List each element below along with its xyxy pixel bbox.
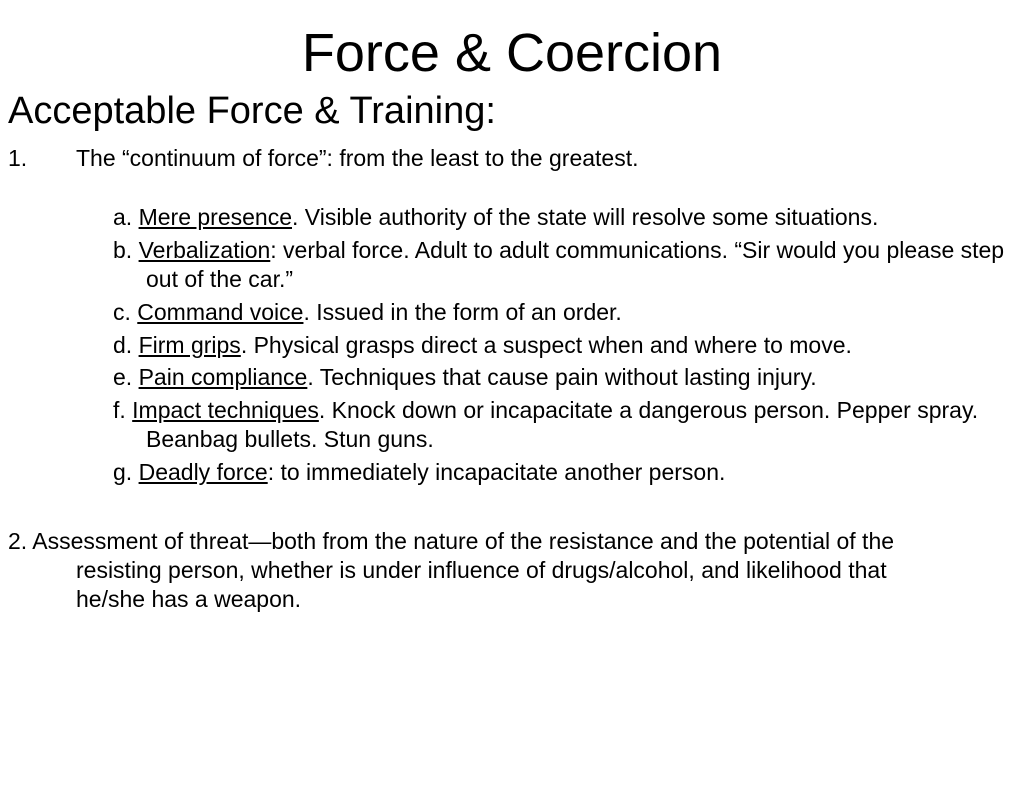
list-item-text: . Knock down or incapacitate a dangerous person. Pepper spray. Beanbag bullets. Stun guns. <box>146 397 979 453</box>
numbered-point-1 <box>0 144 1024 173</box>
slide <box>0 23 1024 794</box>
list-item-text: : to immediately incapacitate another person. <box>267 459 726 486</box>
numbered-point-2: 2. Assessment of threat—both from the nature of the resistance and the potential of the resisting person, whether is under influence of drugs/alcohol, and likelihood that he/she has a weapon. <box>8 528 895 613</box>
list-item-term: Impact techniques <box>132 397 319 424</box>
list-item-term: Verbalization <box>138 236 271 263</box>
point-1-number: 1. <box>8 144 28 171</box>
point-1-text: The “continuum of force”: from the least to the greatest. <box>76 144 639 171</box>
list-item-term: Firm grips <box>138 331 241 358</box>
list-item-marker: c. <box>113 298 131 325</box>
list-item-marker: b. <box>113 236 133 263</box>
sub-list <box>0 203 1024 488</box>
list-item <box>0 203 1024 232</box>
list-item-text: . Techniques that cause pain without lasting injury. <box>307 364 817 391</box>
list-item-marker: e. <box>113 364 133 391</box>
list-item-term: Pain compliance <box>138 364 308 391</box>
list-item-term: Mere presence <box>138 203 292 230</box>
list-item <box>0 298 1024 327</box>
list-item-text: . Visible authority of the state will resolve some situations. <box>292 203 879 230</box>
list-item-marker: a. <box>113 203 133 230</box>
list-item <box>0 363 1024 392</box>
list-item-text: . Issued in the form of an order. <box>303 298 622 325</box>
list-item-marker: g. <box>113 459 133 486</box>
list-item-term: Command voice <box>137 298 304 325</box>
list-item <box>0 396 1024 454</box>
list-item-text: . Physical grasps direct a suspect when and where to move. <box>240 331 852 358</box>
list-item-text: : verbal force. Adult to adult communications. “Sir would you please step out of the car.” <box>146 236 1005 292</box>
list-item-marker: f. <box>113 397 126 424</box>
list-item-marker: d. <box>113 331 133 358</box>
list-item <box>0 236 1024 294</box>
slide-subtitle: Acceptable Force & Training: <box>8 90 496 132</box>
list-item-term: Deadly force <box>138 459 268 486</box>
list-item <box>0 331 1024 360</box>
list-item <box>0 458 1024 487</box>
page-title: Force & Coercion <box>301 23 723 83</box>
